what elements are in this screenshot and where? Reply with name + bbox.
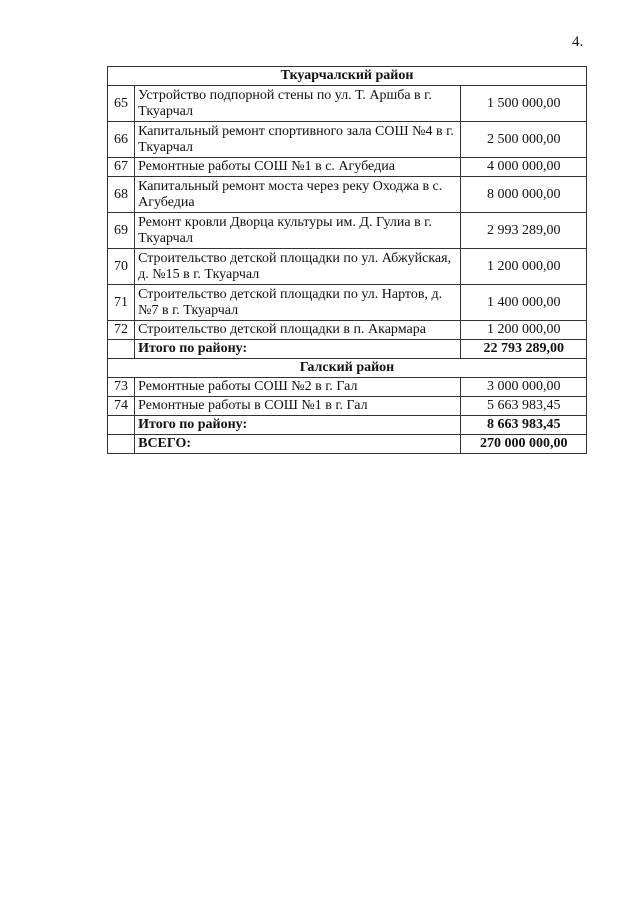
budget-table [107, 66, 587, 454]
grand-total-label: ВСЕГО: [135, 435, 461, 454]
section-total-row [108, 340, 587, 359]
row-number: 70 [108, 249, 135, 285]
table-row [108, 249, 587, 285]
table-row [108, 177, 587, 213]
row-amount: 2 500 000,00 [461, 122, 587, 158]
section-header-row [108, 359, 587, 378]
page-number: 4. [572, 34, 584, 50]
row-description: Капитальный ремонт моста через реку Оходжа в с. Агубедиа [135, 177, 461, 213]
row-number: 73 [108, 378, 135, 397]
row-description: Ремонтные работы СОШ №1 в с. Агубедиа [135, 158, 461, 177]
row-description: Ремонтные работы СОШ №2 в г. Гал [135, 378, 461, 397]
table-row [108, 285, 587, 321]
row-number: 74 [108, 397, 135, 416]
row-amount: 4 000 000,00 [461, 158, 587, 177]
section-title: Ткуарчалский район [108, 67, 587, 86]
section-total-row [108, 416, 587, 435]
row-amount: 1 500 000,00 [461, 86, 587, 122]
row-amount: 8 000 000,00 [461, 177, 587, 213]
row-amount: 1 400 000,00 [461, 285, 587, 321]
row-description: Ремонт кровли Дворца культуры им. Д. Гулиа в г. Ткуарчал [135, 213, 461, 249]
grand-total-amount: 270 000 000,00 [461, 435, 587, 454]
row-number: 72 [108, 321, 135, 340]
row-amount: 1 200 000,00 [461, 321, 587, 340]
row-number: 69 [108, 213, 135, 249]
row-number: 65 [108, 86, 135, 122]
row-description: Капитальный ремонт спортивного зала СОШ №4 в г. Ткуарчал [135, 122, 461, 158]
row-amount: 1 200 000,00 [461, 249, 587, 285]
row-description: Строительство детской площадки в п. Акармара [135, 321, 461, 340]
row-description: Ремонтные работы в СОШ №1 в г. Гал [135, 397, 461, 416]
row-number: 68 [108, 177, 135, 213]
section-total-label: Итого по району: [135, 416, 461, 435]
row-amount: 5 663 983,45 [461, 397, 587, 416]
row-description: Строительство детской площадки по ул. Нартов, д. №7 в г. Ткуарчал [135, 285, 461, 321]
table-row [108, 378, 587, 397]
section-total-label: Итого по району: [135, 340, 461, 359]
empty-cell [108, 340, 135, 359]
table-row [108, 122, 587, 158]
table-row [108, 158, 587, 177]
row-amount: 3 000 000,00 [461, 378, 587, 397]
empty-cell [108, 435, 135, 454]
row-number: 71 [108, 285, 135, 321]
table-row [108, 321, 587, 340]
section-title: Галский район [108, 359, 587, 378]
row-number: 67 [108, 158, 135, 177]
section-total-amount: 8 663 983,45 [461, 416, 587, 435]
table-row [108, 213, 587, 249]
row-description: Строительство детской площадки по ул. Абжуйская, д. №15 в г. Ткуарчал [135, 249, 461, 285]
table-row [108, 86, 587, 122]
row-number: 66 [108, 122, 135, 158]
row-amount: 2 993 289,00 [461, 213, 587, 249]
empty-cell [108, 416, 135, 435]
table-row [108, 397, 587, 416]
section-total-amount: 22 793 289,00 [461, 340, 587, 359]
grand-total-row [108, 435, 587, 454]
section-header-row [108, 67, 587, 86]
row-description: Устройство подпорной стены по ул. Т. Аршба в г. Ткуарчал [135, 86, 461, 122]
